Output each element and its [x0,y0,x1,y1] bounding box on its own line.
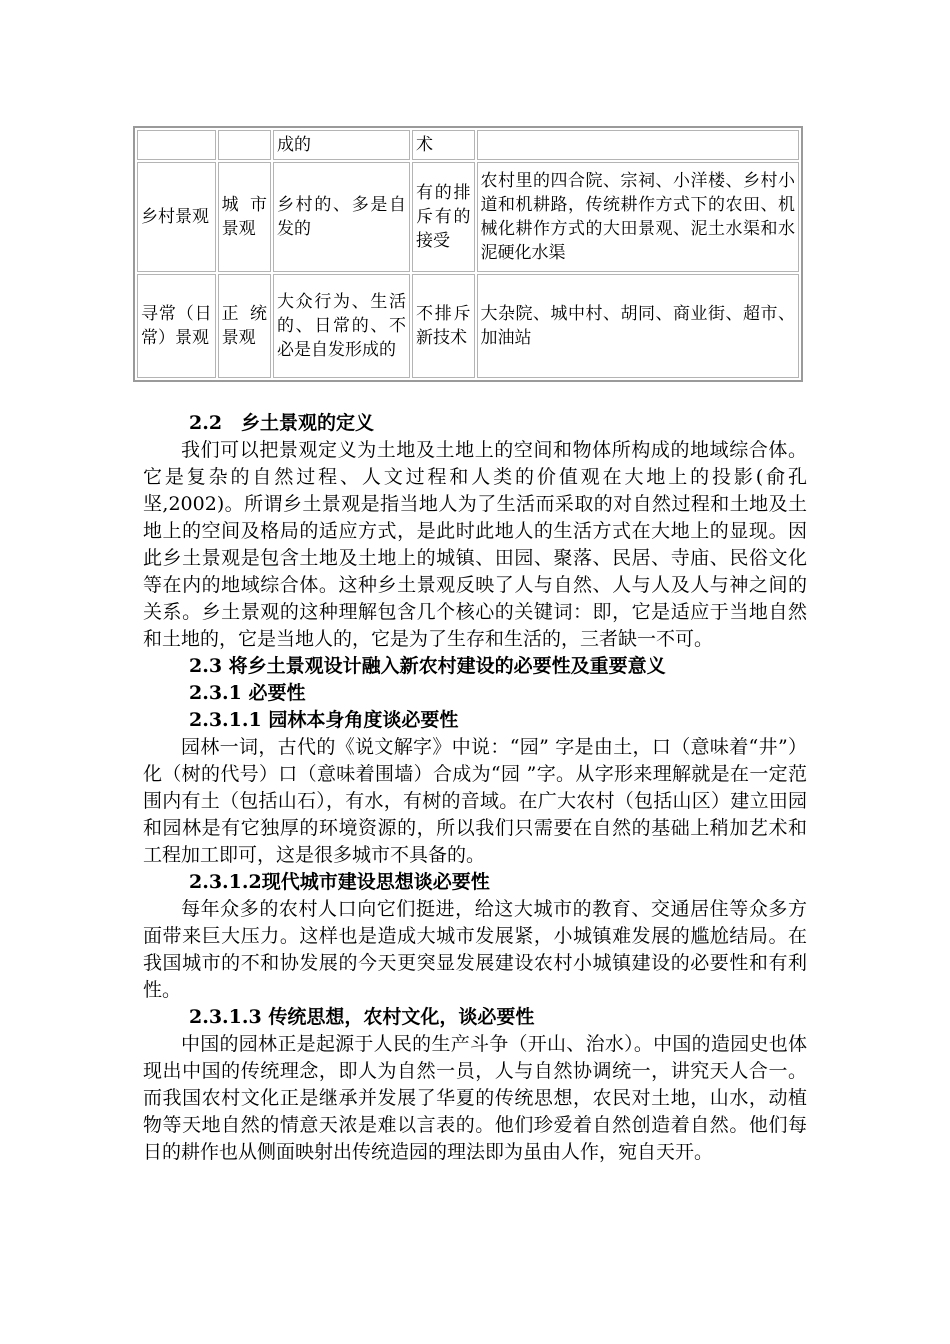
subsubsection-heading: 2.3.1.3 传统思想，农村文化，谈必要性 [189,1006,535,1028]
table-row [137,162,799,272]
table-row [137,130,799,160]
table-cell: 成的 [273,130,410,160]
table-row [137,274,799,378]
section-paragraph: 园林一词，古代的《说文解字》中说：“园” 字是由土，口（意味着“井”）化（树的代号）口（意味着围墙）合成为“园 ”字。从字形来理解就是在一定范围内有土（包括山石），有水，有树的音域。在广大农村（包括山区）建立田园和园林是有它独厚的环境资源的，所以我们只需要在自然的基础上稍加艺术和工程加工即可，这是很多城市不具备的。 [143,736,807,866]
table-cell [477,130,799,160]
document-body [143,410,807,1166]
table-cell: 农村里的四合院、宗祠、小洋楼、乡村小道和机耕路，传统耕作方式下的农田、机械化耕作方式的大田景观、泥土水渠和水泥硬化水渠 [477,162,799,272]
table-cell: 不排斥新技术 [412,274,474,378]
section-heading: 2.3 将乡土景观设计融入新农村建设的必要性及重要意义 [189,655,666,677]
table-cell: 大杂院、城中村、胡同、商业街、超市、加油站 [477,274,799,378]
table-cell: 城市景观 [218,162,271,272]
table-cell: 正统景观 [218,274,271,378]
table-cell: 大众行为、生活的、日常的、不必是自发形成的 [273,274,410,378]
section-paragraph: 我们可以把景观定义为土地及土地上的空间和物体所构成的地域综合体。它是复杂的自然过程、人文过程和人类的价值观在大地上的投影(俞孔坚,2002)。所谓乡土景观是指当地人为了生活而采取的对自然过程和土地及土地上的空间及格局的适应方式，是此时此地人的生活方式在大地上的显现。因此乡土景观是包含土地及土地上的城镇、田园、聚落、民居、寺庙、民俗文化等在内的地域综合体。这种乡土景观反映了人与自然、人与人及人与神之间的关系。乡土景观的这种理解包含几个核心的关键词：即，它是适应于当地自然和土地的，它是当地人的，它是为了生存和生活的，三者缺一不可。 [143,439,807,650]
table-cell: 乡村的、多是自发的 [273,162,410,272]
table-cell [137,130,216,160]
subsection-heading: 2.3.1 必要性 [189,682,306,704]
table-cell [218,130,271,160]
section-paragraph: 每年众多的农村人口向它们挺进，给这大城市的教育、交通居住等众多方面带来巨大压力。这样也是造成大城市发展紧，小城镇难发展的尴尬结局。在我国城市的不和协发展的今天更突显发展建设农村小城镇建设的必要性和有利性。 [143,898,807,1001]
section-heading: 2.2 乡土景观的定义 [189,412,375,434]
subsubsection-heading: 2.3.1.2现代城市建设思想谈必要性 [189,871,490,893]
table-cell: 寻常（日常）景观 [137,274,216,378]
section-paragraph: 中国的园林正是起源于人民的生产斗争（开山、治水）。中国的造园史也体现出中国的传统理念，即人为自然一员，人与自然协调统一，讲究天人合一。而我国农村文化正是继承并发展了华夏的传统思想，农民对土地，山水，动植物等天地自然的情意天浓是难以言表的。他们珍爱着自然创造着自然。他们每日的耕作也从侧面映射出传统造园的理法即为虽由人作，宛自天开。 [143,1033,807,1163]
landscape-comparison-table [133,126,803,382]
subsubsection-heading: 2.3.1.1 园林本身角度谈必要性 [189,709,459,731]
table-cell: 术 [412,130,474,160]
table-cell: 有的排斥有的接受 [412,162,474,272]
table-cell: 乡村景观 [137,162,216,272]
